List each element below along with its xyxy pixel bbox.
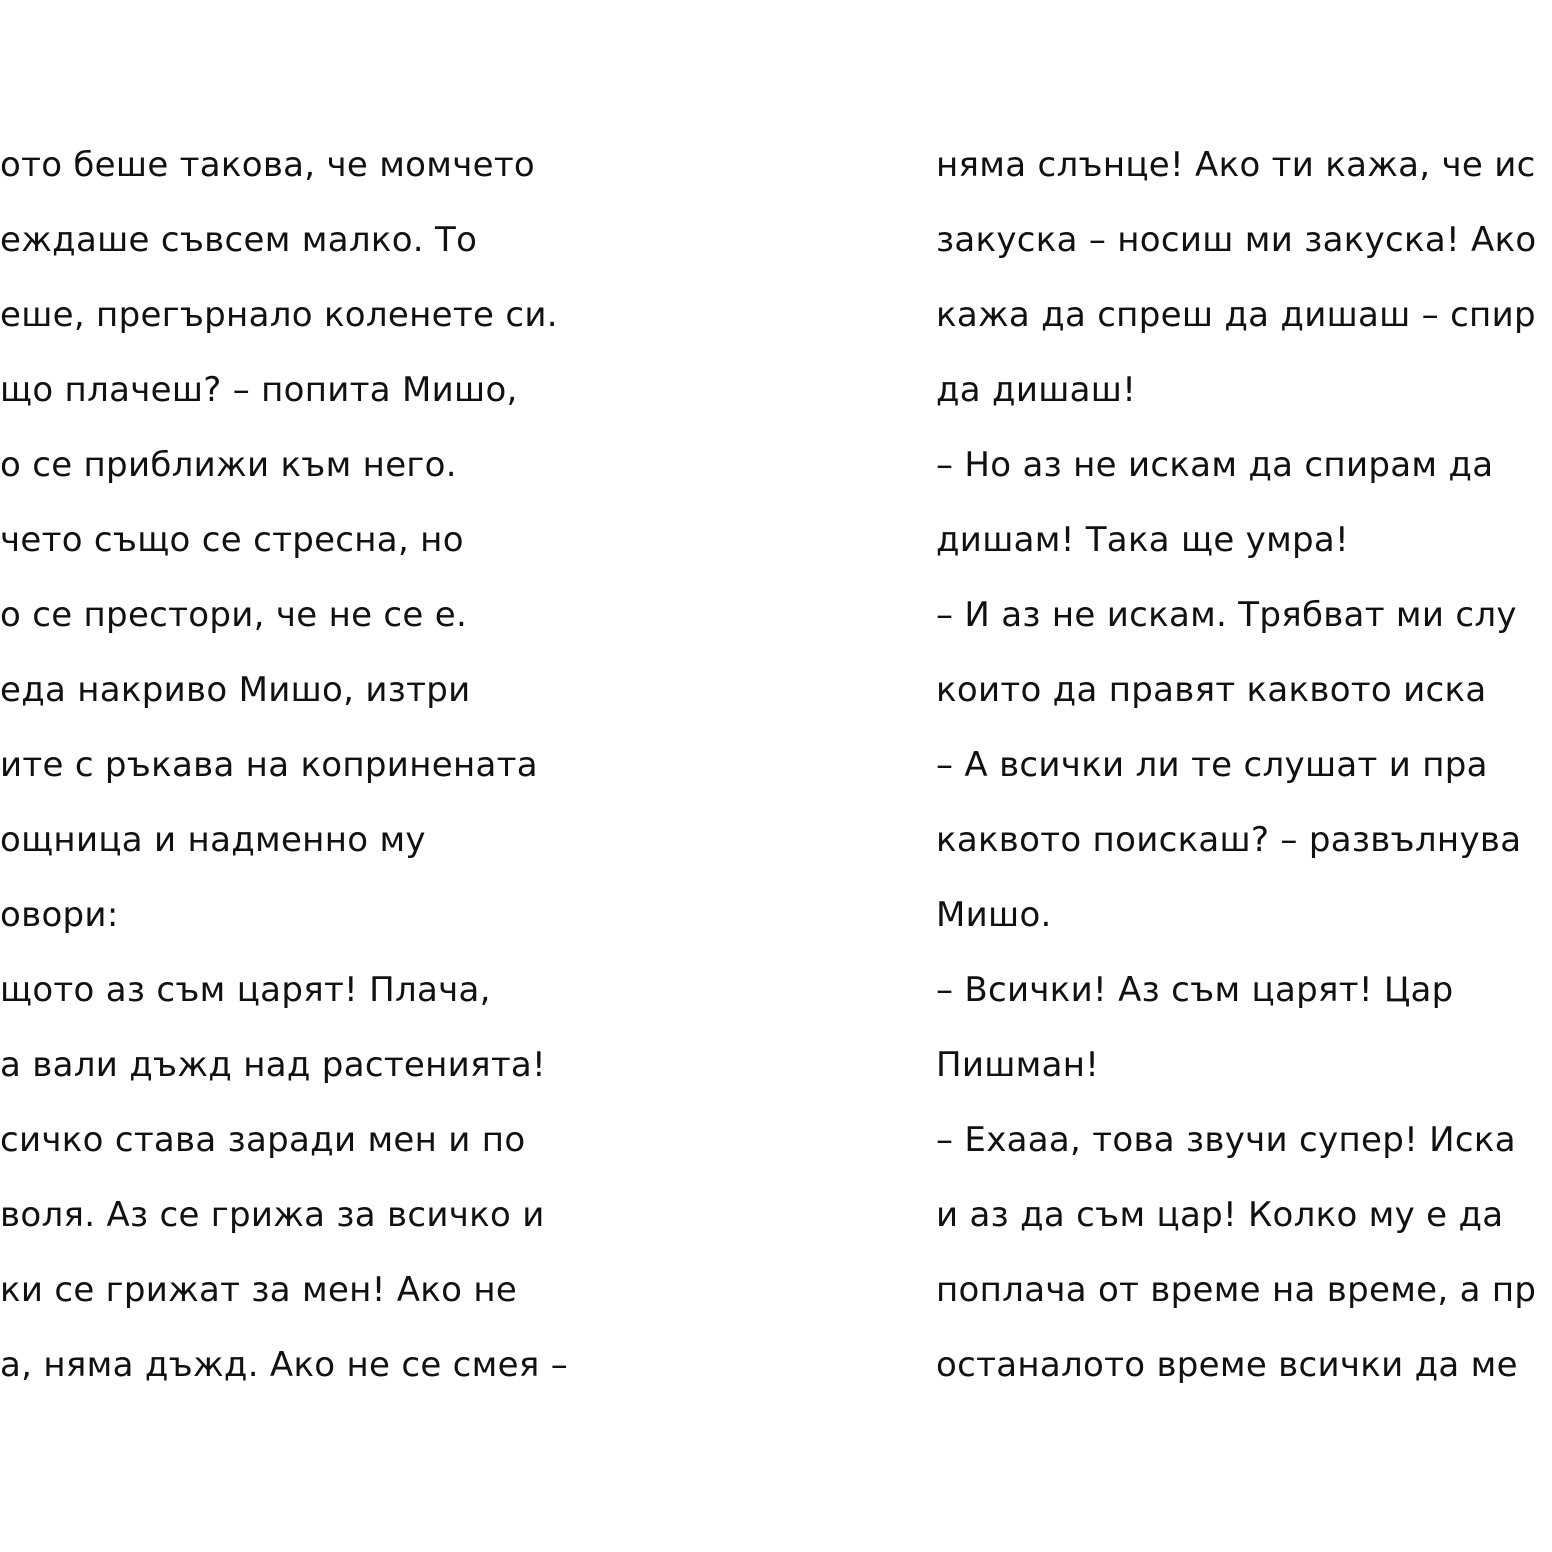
left-text-line: а, няма дъжд. Ако не се смея –	[0, 1345, 569, 1385]
left-text-line: сичко става заради мен и по	[0, 1120, 526, 1160]
left-text-line: ите с ръкава на копринената	[0, 745, 538, 785]
right-text-line: – Ехааа, това звучи супер! Иска	[936, 1120, 1516, 1160]
left-text-line: воля. Аз се грижа за всичко и	[0, 1195, 545, 1235]
right-text-line: – И аз не искам. Трябват ми слу	[936, 595, 1517, 635]
right-page-text	[936, 128, 1552, 1403]
left-text-line: еше, прегърнало коленете си.	[0, 295, 558, 335]
right-text-line: – Всички! Аз съм царят! Цар	[936, 970, 1454, 1010]
left-text-line: ото беше такова, че момчето	[0, 145, 536, 185]
left-text-line: що плачеш? – попита Мишо,	[0, 370, 518, 410]
left-text-line: о се приближи към него.	[0, 445, 457, 485]
left-text-line: а вали дъжд над растенията!	[0, 1045, 546, 1085]
left-text-line: о се престори, че не се е.	[0, 595, 468, 635]
left-page-text	[0, 128, 590, 1403]
left-text-line: щото аз съм царят! Плача,	[0, 970, 491, 1010]
left-text-line: еда накриво Мишо, изтри	[0, 670, 471, 710]
right-text-line: поплача от време на време, а пр	[936, 1270, 1537, 1310]
right-text-line: които да правят каквото иска	[936, 670, 1487, 710]
left-text-line: чето също се стресна, но	[0, 520, 464, 560]
right-text-line: Мишо.	[936, 895, 1052, 935]
right-text-line: няма слънце! Ако ти кажа, че ис	[936, 145, 1536, 185]
left-text-line: ки се грижат за мен! Ако не	[0, 1270, 518, 1310]
right-text-line: дишам! Така ще умра!	[936, 520, 1349, 560]
right-text-line: останалото време всички да ме	[936, 1345, 1518, 1385]
left-text-line: ощница и надменно му	[0, 820, 426, 860]
right-text-line: – Но аз не искам да спирам да	[936, 445, 1494, 485]
right-text-line: каквото поискаш? – развълнува	[936, 820, 1522, 860]
right-text-line: кажа да спреш да дишаш – спир	[936, 295, 1536, 335]
right-text-line: да дишаш!	[936, 370, 1137, 410]
right-text-line: – А всички ли те слушат и пра	[936, 745, 1488, 785]
left-text-line: еждаше съвсем малко. То	[0, 220, 478, 260]
right-text-line: закуска – носиш ми закуска! Ако	[936, 220, 1537, 260]
left-text-line: овори:	[0, 895, 119, 935]
right-text-line: и аз да съм цар! Колко му е да	[936, 1195, 1504, 1235]
right-text-line: Пишман!	[936, 1045, 1100, 1085]
